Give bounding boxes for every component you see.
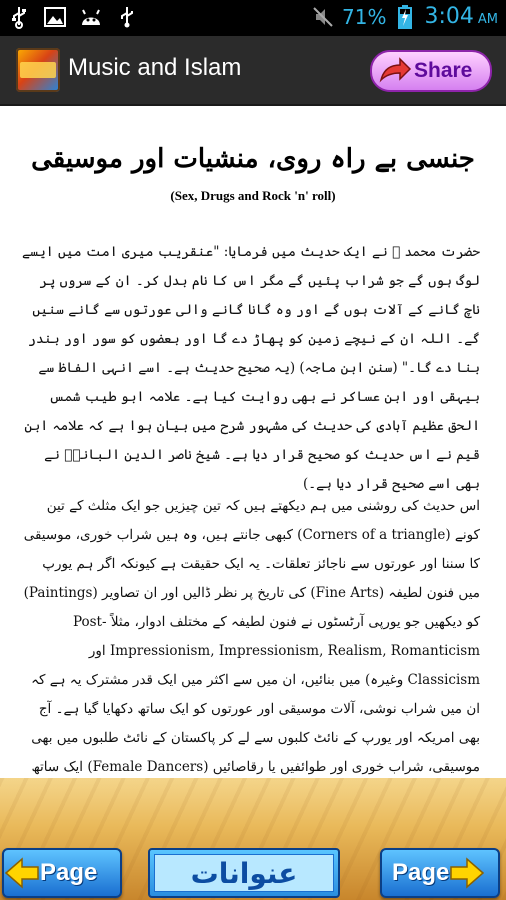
next-page-button[interactable] <box>380 848 500 898</box>
mute-icon <box>312 6 334 28</box>
share-arrow-icon <box>378 56 412 86</box>
index-button[interactable] <box>148 848 340 898</box>
image-icon <box>44 6 66 28</box>
battery-percent: 71% <box>342 4 387 29</box>
notification-icons <box>8 6 138 28</box>
paragraph-hadith: حضرت محمد ﷺ نے ایک حدیث میں فرمایا: "عنقریب میری امت میں ایسے لوگ ہوں گے جو شراب پئیں گے مگر اس کا نام بدل کر۔ ان کے سروں پر ناچ گانے کے آلات ہوں گے اور وہ گانا گانے والی عورتوں سے گانے سنیں گے۔ اللہ ان کے نیچے زمین کو پھاڑ دے گا اور بعضوں کو سور اور بندر بنا دے گا۔" (سنن ابن ماجہ) (یہ صحیح حدیث ہے۔ اسے انہی الفاظ سے بیہقی اور ابن عساکر نے بھی روایت کیا ہے۔ علامہ ابو طیب شمس الحق عظیم آبادی کی حدیث کی مشہور شرح میں بیان ہوا ہے کہ علامہ ابن قیم نے اس حدیث کو صحیح قرار دیا ہے۔ شیخ ناصر الدین البانیؒ نے بھی اسے صحیح قرار دیا ہے۔) <box>22 244 480 492</box>
page-subtitle: (Sex, Drugs and Rock 'n' roll) <box>170 188 336 203</box>
previous-page-button[interactable] <box>2 848 122 898</box>
left-arrow-icon <box>4 856 40 890</box>
clock-time: 3:04 <box>424 4 474 29</box>
share-button[interactable] <box>370 50 492 92</box>
app-title: Music and Islam <box>68 54 242 81</box>
usb-icon <box>116 6 138 28</box>
app-icon[interactable] <box>16 48 60 92</box>
status-bar <box>0 0 506 36</box>
right-arrow-icon <box>449 856 485 890</box>
paragraph-commentary: اس حدیث کی روشنی میں ہم دیکھتے ہیں کہ تین چیزیں جو ایک مثلث کے تین کونے (Corners of a triangle) کبھی جانتے ہیں، وہ ہیں شراب خوری، موسیقی کا سننا اور عورتوں سے ناجائز تعلقات۔ یہ ایک حقیقت ہے کیونکہ اگر ہم یورپ میں فنون لطیفہ (Fine Arts) کی تاریخ پر نظر ڈالیں اور ان تصاویر (Paintings) کو دیکھیں جو یورپی آرٹسٹوں نے فنون لطیفہ کے مختلف ادوار، مثلاً Post-Impressionism, Impressionism, Realism, Romanticism اور Classicism وغیرہ) میں بنائیں، ان میں سے اکثر میں ایک قدر مشترک یہ ہے کہ ان میں شراب نوشی، آلات موسیقی اور عورتوں کو ایک ساتھ دکھایا گیا ہے۔ آج بھی امریکہ اور یورپ کے نائٹ کلبوں سے لے کر پاکستان کے نائٹ طلبوں میں بھی موسیقی، شراب خوری اور طوائفیں یا رقاصائیں (Female Dancers) ایک ساتھ <box>23 498 480 775</box>
usb-icon <box>8 6 30 28</box>
android-icon <box>80 6 102 28</box>
share-label: Share <box>414 59 473 82</box>
next-page-label: Page <box>392 859 450 886</box>
article-content[interactable] <box>0 106 506 778</box>
clock-ampm: AM <box>477 12 498 27</box>
previous-page-label: Page <box>40 859 98 886</box>
battery-charging-icon <box>394 6 416 28</box>
bottom-nav-bar <box>0 778 506 900</box>
page-title: جنسی بے راہ روی، منشیات اور موسیقی <box>31 144 475 174</box>
action-bar <box>0 36 506 106</box>
index-label: عنوانات <box>190 856 298 890</box>
